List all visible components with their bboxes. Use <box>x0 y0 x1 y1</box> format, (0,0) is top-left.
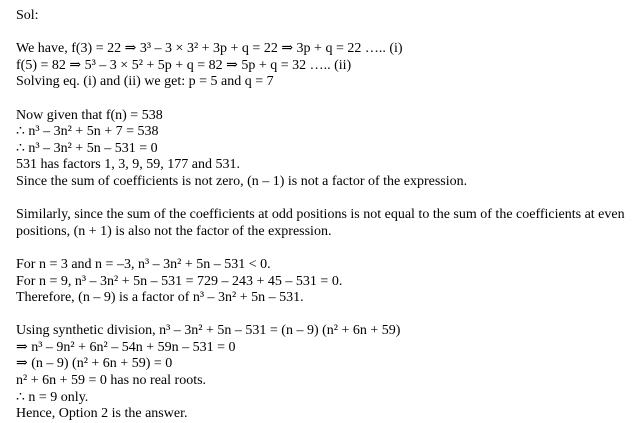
equation-line: Solving eq. (i) and (ii) we get: p = 5 and q = 7 <box>16 74 274 90</box>
equation-line: f(5) = 82 ⇒ 5³ – 3 × 5² + 5p + q = 82 ⇒ 5p + q = 32 ….. (ii) <box>16 57 352 73</box>
spacer <box>16 91 630 108</box>
solution-document <box>16 8 630 423</box>
answer-line: Hence, Option 2 is the answer. <box>16 406 188 422</box>
spacer <box>16 240 630 257</box>
solution-heading: Sol: <box>16 8 39 23</box>
text-line: n² + 6n + 59 = 0 has no real roots. <box>16 373 207 389</box>
text-line: Therefore, (n – 9) is a factor of n³ – 3n² + 5n – 531. <box>16 290 304 306</box>
equation-line: ∴ n³ – 3n² + 5n – 531 = 0 <box>16 140 158 156</box>
text-line: ∴ n = 9 only. <box>16 389 89 405</box>
text-line: For n = 3 and n = –3, n³ – 3n² + 5n – 531 < 0. <box>16 256 271 272</box>
equation-line: We have, f(3) = 22 ⇒ 3³ – 3 × 3² + 3p + q = 22 ⇒ 3p + q = 22 ….. (i) <box>16 41 403 57</box>
text-line: 531 has factors 1, 3, 9, 59, 177 and 531. <box>16 157 240 173</box>
equation-line: ∴ n³ – 3n² + 5n + 7 = 538 <box>16 124 159 140</box>
spacer <box>16 191 630 208</box>
spacer <box>16 307 630 324</box>
equation-line: ⇒ n³ – 9n² + 6n² – 54n + 59n – 531 = 0 <box>16 339 236 355</box>
text-line: Using synthetic division, n³ – 3n² + 5n – 531 = (n – 9) (n² + 6n + 59) <box>16 323 401 339</box>
paragraph-test-values <box>16 257 630 307</box>
paragraph-odd-even: Similarly, since the sum of the coefficients at odd positions is not equal to the sum of the coefficients at even positions, (n + 1) is also not the factor of the expression. <box>16 207 625 239</box>
paragraph-synthetic-division <box>16 323 630 423</box>
text-line: Since the sum of coefficients is not zero, (n – 1) is not a factor of the expression. <box>16 173 468 189</box>
equation-line: Now given that f(n) = 538 <box>16 107 163 123</box>
text-line: For n = 9, n³ – 3n² + 5n – 531 = 729 – 243 + 45 – 531 = 0. <box>16 273 343 289</box>
paragraph-given-fn <box>16 108 630 191</box>
paragraph-find-p-q <box>16 41 630 91</box>
spacer <box>16 25 630 42</box>
equation-line: ⇒ (n – 9) (n² + 6n + 59) = 0 <box>16 356 173 372</box>
